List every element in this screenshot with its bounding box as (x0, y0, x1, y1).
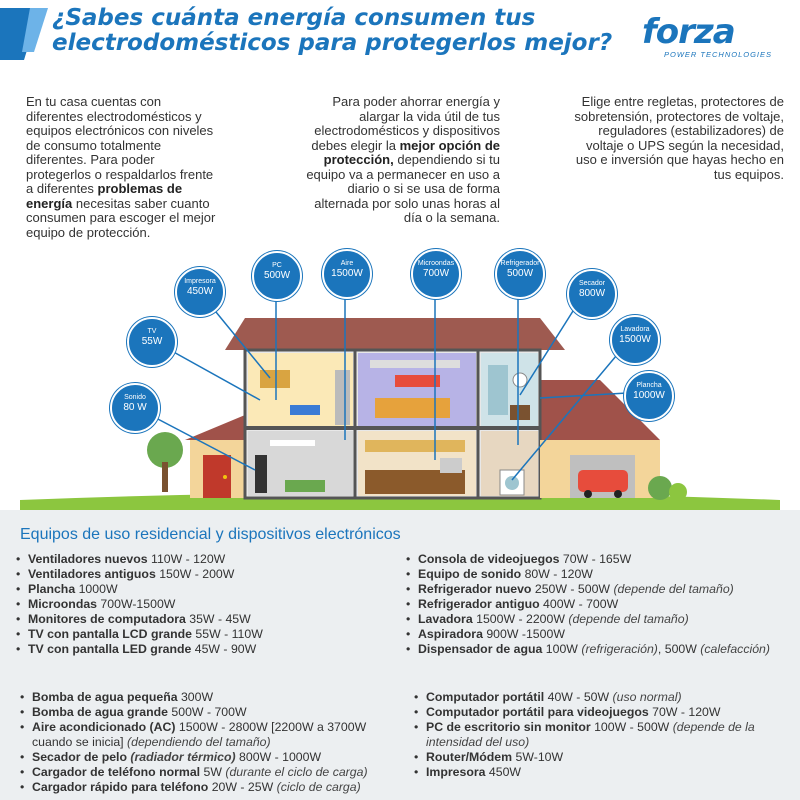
intro-2-text-a: Para poder ahorrar energía y alargar la vida útil de tus electrodomésticos y dispositivos debes elegir la (311, 94, 500, 153)
item-name: Computador portátil para videojuegos (426, 705, 649, 719)
intro-2-bold: mejor opción de protección, (323, 137, 500, 167)
item-value: 400W - 700W (539, 597, 619, 611)
list-item (406, 627, 786, 642)
list-item (20, 720, 400, 750)
list-item (16, 582, 396, 597)
bubble-value: 1000W (633, 390, 665, 401)
item-name: Secador de pelo (32, 750, 131, 764)
item-value-2: , 500W (657, 642, 701, 656)
item-name-note: (radiador térmico) (130, 750, 236, 764)
list-item (20, 765, 400, 780)
item-note: (refrigeración) (581, 642, 658, 656)
list-item (414, 690, 784, 705)
item-value: 1500W - 2800W [2200W a 3700W cuando se inicia] (32, 720, 367, 749)
bubble-microondas (411, 249, 461, 299)
item-note: (depende de la intensidad del uso) (426, 720, 755, 749)
item-value: 70W - 165W (559, 552, 632, 566)
item-name: Microondas (28, 597, 98, 611)
intro-1-text-b: necesitas saber cuanto consumen para escoger el mejor equipo de protección. (26, 195, 216, 240)
item-name: Ventiladores antiguos (28, 567, 156, 581)
logo-tagline: POWER TECHNOLOGIES (664, 50, 773, 59)
item-value: 40W - 50W (544, 690, 613, 704)
list-item (16, 567, 396, 582)
item-value: 300W (177, 690, 214, 704)
item-name: Dispensador de agua (418, 642, 543, 656)
list-item (16, 642, 396, 657)
item-name: Consola de videojuegos (418, 552, 560, 566)
list-item (20, 750, 400, 765)
intro-column-1 (26, 95, 216, 240)
list-item (406, 567, 786, 582)
bubble-label: Sonido (124, 394, 146, 401)
bubble-value: 500W (263, 270, 291, 281)
item-name: Monitores de computadora (28, 612, 186, 626)
bubble-value: 500W (506, 268, 534, 279)
item-name: Router/Módem (426, 750, 513, 764)
item-value: 1500W - 2200W (472, 612, 569, 626)
bubble-secador (567, 269, 617, 319)
list-item (16, 552, 396, 567)
house-illustration (0, 245, 800, 510)
item-value: 35W - 45W (185, 612, 251, 626)
item-value: 250W - 500W (531, 582, 614, 596)
item-value: 1000W (75, 582, 118, 596)
item-name: Refrigerador nuevo (418, 582, 532, 596)
forza-logo (642, 12, 787, 63)
bubble-tv (127, 317, 177, 367)
item-note: (durante el ciclo de carga) (225, 765, 368, 779)
item-name: Lavadora (418, 612, 473, 626)
item-value: 900W -1500W (482, 627, 565, 641)
item-note: (dependiendo del tamaño) (127, 735, 271, 749)
item-name: Equipo de sonido (418, 567, 522, 581)
bubble-label: Impresora (184, 278, 216, 285)
list-item (406, 642, 786, 657)
list-item (414, 765, 784, 780)
intro-3-text: Elige entre regletas, protectores de sobretensión, protectores de voltaje, reguladores (estabilizadores) de voltaje o UPS según la necesidad, uso e inversión que hayas hecho en tus equipos. (574, 94, 784, 182)
bubble-plancha (624, 371, 674, 421)
list-item (20, 780, 400, 795)
item-name: Aire acondicionado (AC) (32, 720, 176, 734)
item-note: (uso normal) (612, 690, 682, 704)
list-item (414, 705, 784, 720)
consumption-list-4 (414, 690, 784, 780)
item-value: 100W - 500W (590, 720, 673, 734)
page-title (52, 6, 632, 56)
item-name: Refrigerador antiguo (418, 597, 540, 611)
item-value: 150W - 200W (155, 567, 235, 581)
item-value: 700W-1500W (97, 597, 176, 611)
intro-1-bold: problemas de energía (26, 181, 183, 211)
header-accent-shape (0, 8, 48, 60)
bubble-refrigerador (495, 249, 545, 299)
intro-column-3 (574, 95, 784, 182)
list-item (414, 720, 784, 750)
bubble-label: Microondas (417, 260, 455, 267)
item-value: 80W - 120W (521, 567, 593, 581)
bubble-value: 1500W (619, 334, 651, 345)
bubble-value: 800W (578, 288, 606, 299)
house-drawing (0, 245, 800, 510)
bubble-label: Aire (340, 260, 354, 267)
item-value: 450W (485, 765, 522, 779)
consumption-list-2 (406, 552, 786, 657)
item-value: 500W - 700W (167, 705, 247, 719)
item-name: Aspiradora (418, 627, 483, 641)
item-name: Impresora (426, 765, 486, 779)
item-value: 100W (542, 642, 582, 656)
bubble-value: 1500W (331, 268, 363, 279)
item-name: Plancha (28, 582, 76, 596)
consumption-list-3 (20, 690, 400, 795)
item-name: Cargador de teléfono normal (32, 765, 201, 779)
intro-2-text-b: dependiendo si tu equipo va a permanecer en uso a diario o si se usa de forma alternada por solo unas horas al día o la semana. (306, 152, 500, 225)
title-line-2: electrodomésticos para protegerlos mejor? (52, 30, 613, 56)
bubble-label: Plancha (636, 382, 662, 389)
item-name: PC de escritorio sin monitor (426, 720, 591, 734)
intro-1-text-a: En tu casa cuentas con diferentes electrodomésticos y equipos electrónicos con niveles de consumo totalmente diferentes. Para poder protegerlos o respaldarlos frente a diferentes (26, 94, 214, 196)
item-name: Bomba de agua pequeña (32, 690, 178, 704)
list-item (20, 705, 400, 720)
item-name: Ventiladores nuevos (28, 552, 152, 566)
header (0, 0, 800, 78)
bubble-pc (252, 251, 302, 301)
consumption-list-1 (16, 552, 396, 657)
bubble-aire (322, 249, 372, 299)
bubble-label: TV (147, 328, 157, 335)
item-name: Cargador rápido para teléfono (32, 780, 209, 794)
bubble-label: PC (272, 262, 282, 269)
item-value: 800W - 1000W (235, 750, 322, 764)
list-item (16, 597, 396, 612)
item-value: 5W-10W (512, 750, 564, 764)
intro-column-2 (300, 95, 500, 226)
bubble-value: 700W (422, 268, 450, 279)
bubble-value: 55W (141, 336, 163, 347)
section-title: Equipos de uso residencial y dispositivos electrónicos (20, 526, 401, 543)
list-item (406, 552, 786, 567)
list-item (406, 597, 786, 612)
item-note-2: (calefacción) (700, 642, 770, 656)
bubble-label: Lavadora (620, 326, 650, 333)
bubble-label: Refrigerador (500, 260, 540, 267)
bubble-value: 80 W (123, 402, 147, 413)
list-item (406, 612, 786, 627)
item-note: (depende del tamaño) (613, 582, 734, 596)
item-name: Computador portátil (426, 690, 545, 704)
list-item (406, 582, 786, 597)
bubble-value: 450W (186, 286, 214, 297)
item-value: 55W - 110W (191, 627, 263, 641)
bubble-label: Secador (578, 280, 606, 287)
item-note: (depende del tamaño) (568, 612, 689, 626)
item-name: TV con pantalla LCD grande (28, 627, 192, 641)
bubble-lavadora (610, 315, 660, 365)
list-item (16, 612, 396, 627)
bubble-sonido (110, 383, 160, 433)
item-name: TV con pantalla LED grande (28, 642, 192, 656)
list-item (414, 750, 784, 765)
item-value: 20W - 25W (208, 780, 277, 794)
item-value: 110W - 120W (151, 552, 226, 566)
title-line-1: ¿Sabes cuánta energía consumen tus (52, 5, 536, 31)
list-item (16, 627, 396, 642)
logo-wordmark: forza (642, 12, 735, 52)
item-name: Bomba de agua grande (32, 705, 168, 719)
item-value: 70W - 120W (648, 705, 721, 719)
list-item (20, 690, 400, 705)
bubble-impresora (175, 267, 225, 317)
item-note: (ciclo de carga) (276, 780, 361, 794)
item-value: 5W (200, 765, 226, 779)
consumption-section (0, 510, 800, 800)
item-value: 45W - 90W (191, 642, 257, 656)
